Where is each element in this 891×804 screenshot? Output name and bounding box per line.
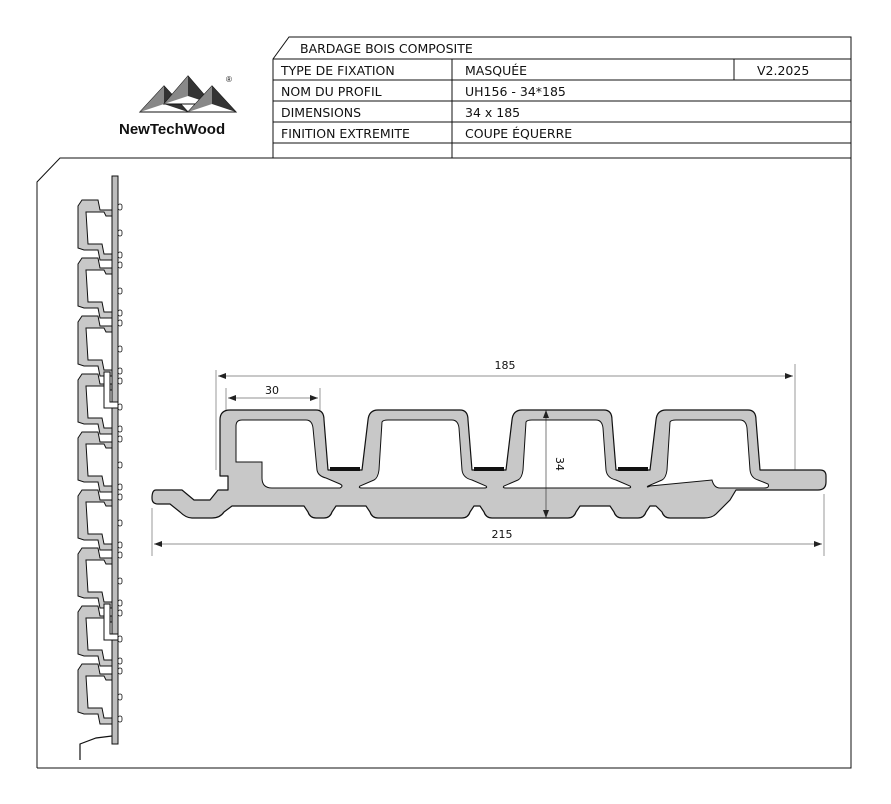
- rail-nib: [118, 436, 122, 442]
- row-label-fixation: TYPE DE FIXATION: [281, 63, 395, 78]
- rail-nib: [118, 716, 122, 722]
- rib-gap-strip: [618, 467, 648, 471]
- rib-gap-strip: [330, 467, 360, 471]
- rail-nib: [118, 204, 122, 210]
- dimension-total-width: 215: [491, 528, 513, 541]
- rail-nib: [118, 552, 122, 558]
- rail-nib: [118, 658, 122, 664]
- cladding-bottom-end: [80, 736, 112, 760]
- rail-nib: [118, 484, 122, 490]
- stacked-board-segment: [78, 258, 112, 318]
- rail-nib: [118, 600, 122, 606]
- rail-nib: [118, 310, 122, 316]
- title-block: [273, 37, 851, 158]
- triple-pyramid-logo-icon: [140, 76, 236, 112]
- rail-nib: [118, 694, 122, 700]
- stacked-board-segment: [78, 432, 112, 492]
- title-block-title: BARDAGE BOIS COMPOSITE: [300, 41, 473, 56]
- row-value-finish: COUPE ÉQUERRE: [465, 126, 573, 141]
- rail-nib: [118, 426, 122, 432]
- dimension-rib-width: 30: [265, 384, 279, 397]
- rail-nib: [118, 578, 122, 584]
- rail-nib: [118, 230, 122, 236]
- stacked-cladding-elevation: [78, 176, 122, 760]
- stacked-board-segment: [78, 490, 112, 550]
- rib-gap-strip: [474, 467, 504, 471]
- rail-nib: [118, 288, 122, 294]
- row-value-dimensions: 34 x 185: [465, 105, 521, 120]
- rail-nib: [118, 404, 122, 410]
- registered-mark: ®: [226, 75, 232, 84]
- rail-nib: [118, 320, 122, 326]
- rail-nib: [118, 252, 122, 258]
- rail-nib: [118, 262, 122, 268]
- rail-nib: [118, 368, 122, 374]
- stacked-board-segment: [78, 316, 112, 376]
- rail-nib: [118, 636, 122, 642]
- rail-nib: [118, 520, 122, 526]
- profile-cross-section: [152, 410, 826, 518]
- brand-logo: [119, 75, 236, 138]
- stacked-board-segment: [78, 664, 112, 724]
- stacked-board-segment: [78, 200, 112, 260]
- row-value-profile: UH156 - 34*185: [465, 84, 566, 99]
- rail-nib: [118, 378, 122, 384]
- stacked-board-segment: [78, 548, 112, 608]
- row-value-fixation: MASQUÉE: [465, 63, 528, 78]
- rail-nib: [118, 542, 122, 548]
- rail-nib: [118, 668, 122, 674]
- dimension-cover-width: 185: [494, 359, 516, 372]
- cladding-backing-rail: [112, 176, 118, 744]
- version-label: V2.2025: [757, 63, 810, 78]
- rail-nib: [118, 494, 122, 500]
- row-label-finish: FINITION EXTREMITE: [281, 126, 410, 141]
- rail-nib: [118, 346, 122, 352]
- row-label-dimensions: DIMENSIONS: [281, 105, 362, 120]
- rail-nib: [118, 462, 122, 468]
- row-label-profile: NOM DU PROFIL: [281, 84, 382, 99]
- dimension-thickness: 34: [553, 457, 566, 471]
- rail-nib: [118, 610, 122, 616]
- brand-name: NewTechWood: [119, 121, 226, 138]
